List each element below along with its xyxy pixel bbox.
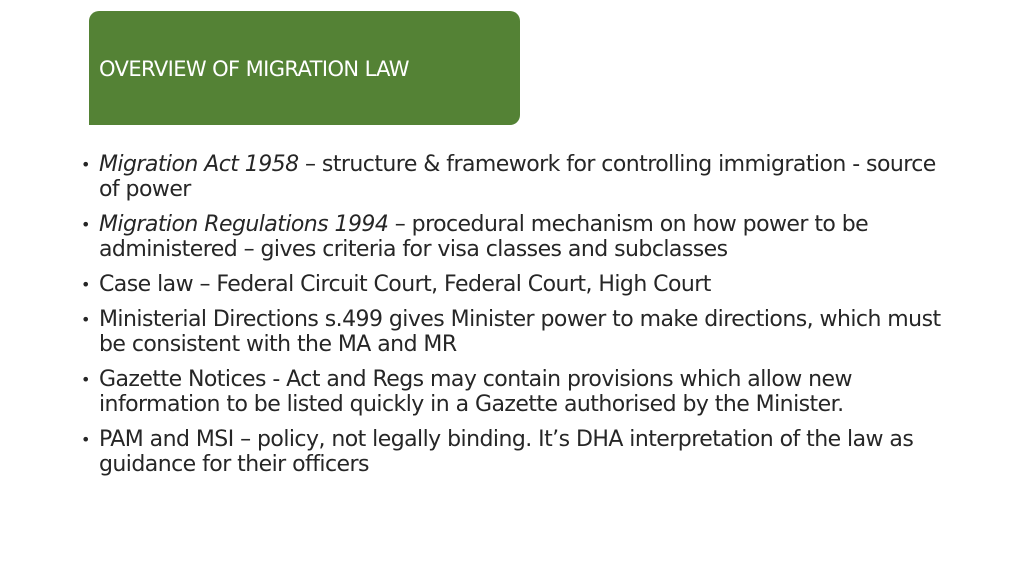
bullet-icon: •	[81, 155, 90, 174]
bullet-item-pam-msi	[75, 427, 955, 477]
bullet-text: Gazette Notices - Act and Regs may contain provisions which allow new information to be listed quickly in a Gazette authorised by the Minister.	[99, 367, 852, 417]
bullet-icon: •	[81, 430, 90, 449]
bullet-text: Ministerial Directions s.499 gives Minister power to make directions, which must be consistent with the MA and MR	[99, 307, 941, 357]
bullet-item-ministerial-directions	[75, 307, 955, 357]
bullet-item-gazette-notices	[75, 367, 955, 417]
bullet-text: – procedural mechanism on how power to be administered – gives criteria for visa classes and subclasses	[99, 212, 869, 262]
bullet-text: PAM and MSI – policy, not legally binding. It’s DHA interpretation of the law as guidance for their officers	[99, 427, 914, 477]
bullet-text: – structure & framework for controlling immigration - source of power	[99, 152, 936, 202]
bullet-emphasis: Migration Act 1958	[99, 152, 299, 177]
bullet-text: Case law – Federal Circuit Court, Federal Court, High Court	[99, 272, 711, 297]
title-banner	[89, 11, 520, 125]
bullet-item-case-law	[75, 272, 955, 297]
bullet-list	[75, 152, 955, 487]
bullet-icon: •	[81, 370, 90, 389]
bullet-icon: •	[81, 275, 90, 294]
bullet-icon: •	[81, 310, 90, 329]
bullet-emphasis: Migration Regulations 1994	[99, 212, 389, 237]
bullet-item-migration-act	[75, 152, 955, 202]
bullet-icon: •	[81, 215, 90, 234]
bullet-item-migration-regulations	[75, 212, 955, 262]
slide-title: OVERVIEW OF MIGRATION LAW	[99, 57, 409, 81]
